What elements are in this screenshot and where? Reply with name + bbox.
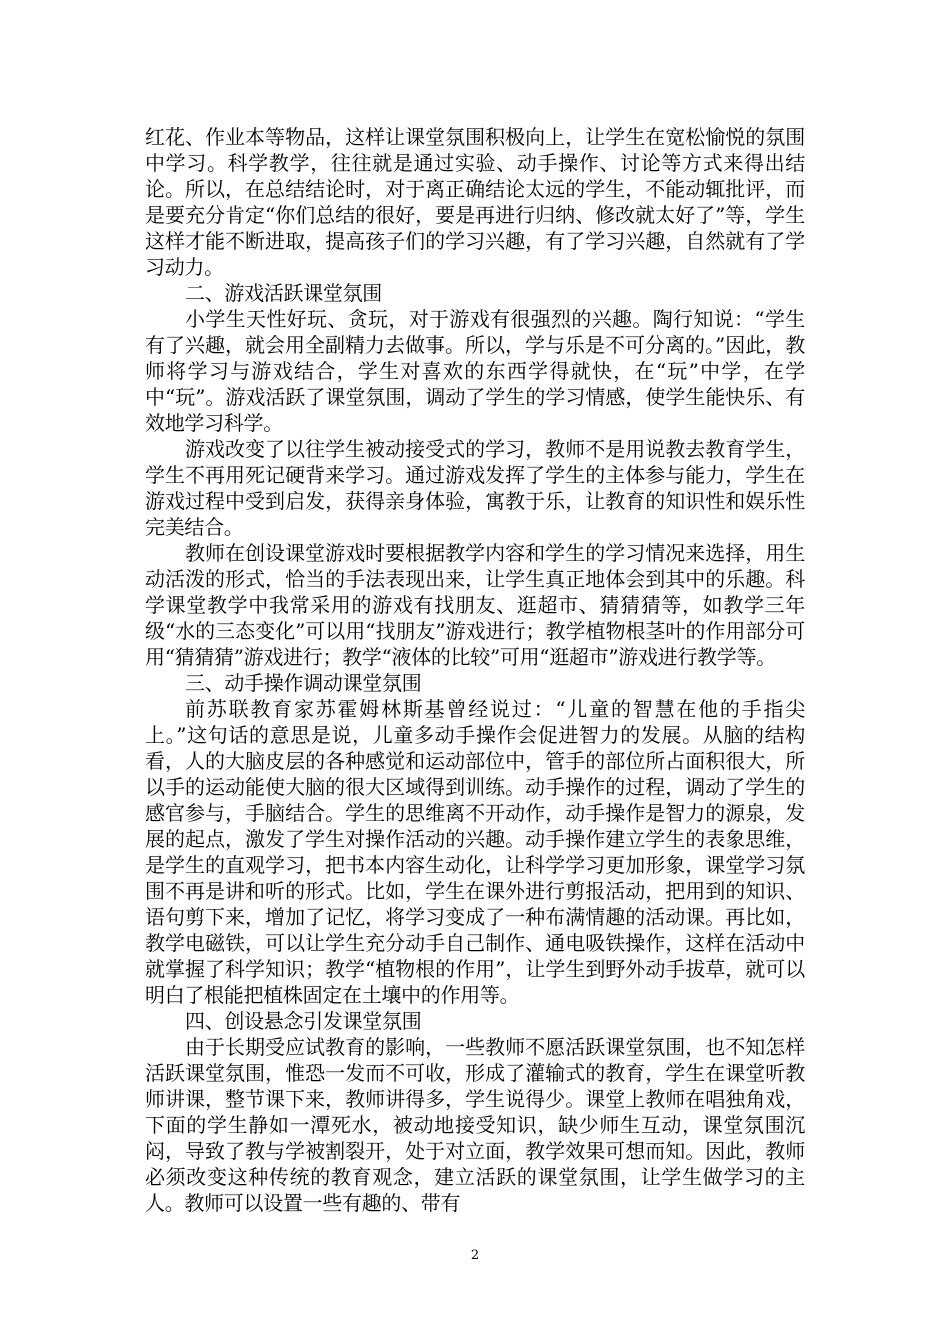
page-body — [145, 124, 805, 1216]
section-heading: 四、创设悬念引发课堂氛围 — [185, 1009, 422, 1033]
body-paragraph: 小学生天性好玩、贪玩，对于游戏有很强烈的兴趣。陶行知说：“学生有了兴趣，就会用全副精力去做事。所以，学与乐是不可分离的。”因此，教师将学习与游戏结合，学生对喜欢的东西学得就快，在“玩”中学，在学中“玩”。游戏活跃了课堂氛围，调动了学生的学习情感，使学生能快乐、有效地学习科学。 — [145, 307, 805, 435]
body-paragraph: 教师在创设课堂游戏时要根据教学内容和学生的学习情况来选择，用生动活泼的形式，恰当的手法表现出来，让学生真正地体会到其中的乐趣。科学课堂教学中我常采用的游戏有找朋友、逛超市、猜猜猜等，如教学三年级“水的三态变化”可以用“找朋友”游戏进行；教学植物根茎叶的作用部分可用“猜猜猜”游戏进行；教学“液体的比较”可用“逛超市”游戏进行教学等。 — [145, 541, 805, 669]
body-paragraph: 由于长期受应试教育的影响，一些教师不愿活跃课堂氛围，也不知怎样活跃课堂氛围，惟恐一发而不可收，形成了灌输式的教育，学生在课堂听教师讲课，整节课下来，教师讲得多，学生说得少。课堂上教师在唱独角戏，下面的学生静如一潭死水，被动地接受知识，缺少师生互动，课堂氛围沉闷，导致了教与学被割裂开，处于对立面，教学效果可想而知。因此，教师必须改变这种传统的教育观念，建立活跃的课堂氛围，让学生做学习的主人。教师可以设置一些有趣的、带有 — [145, 1035, 805, 1215]
body-paragraph: 游戏改变了以往学生被动接受式的学习，教师不是用说教去教育学生，学生不再用死记硬背来学习。通过游戏发挥了学生的主体参与能力，学生在游戏过程中受到启发，获得亲身体验，寓教于乐，让教育的知识性和娱乐性完美结合。 — [145, 437, 805, 539]
body-paragraph: 红花、作业本等物品，这样让课堂氛围积极向上，让学生在宽松愉悦的氛围中学习。科学教学，往往就是通过实验、动手操作、讨论等方式来得出结论。所以，在总结结论时，对于离正确结论太远的学生，不能动辄批评，而是要充分肯定“你们总结的很好，要是再进行归纳、修改就太好了”等，学生这样才能不断进取，提高孩子们的学习兴趣，有了学习兴趣，自然就有了学习动力。 — [145, 125, 805, 279]
body-paragraph: 前苏联教育家苏霍姆林斯基曾经说过：“儿童的智慧在他的手指尖上。”这句话的意思是说，儿童多动手操作会促进智力的发展。从脑的结构看，人的大脑皮层的各种感觉和运动部位中，管手的部位所占面积很大，所以手的运动能使大脑的很大区域得到训练。动手操作的过程，调动了学生的感官参与，手脑结合。学生的思维离不开动作，动手操作是智力的源泉，发展的起点，激发了学生对操作活动的兴趣。动手操作建立学生的表象思维，是学生的直观学习，把书本内容生动化，让科学学习更加形象，课堂学习氛围不再是讲和听的形式。比如，学生在课外进行剪报活动，把用到的知识、语句剪下来，增加了记忆，将学习变成了一种布满情趣的活动课。再比如，教学电磁铁，可以让学生充分动手自己制作、通电吸铁操作，这样在活动中就掌握了科学知识；教学“植物根的作用”，让学生到野外动手拔草，就可以明白了根能把植株固定在土壤中的作用等。 — [145, 697, 805, 1007]
page-number: 2 — [470, 1248, 480, 1263]
section-heading: 三、动手操作调动课堂氛围 — [185, 671, 422, 695]
section-heading: 二、游戏活跃课堂氛围 — [185, 281, 382, 305]
